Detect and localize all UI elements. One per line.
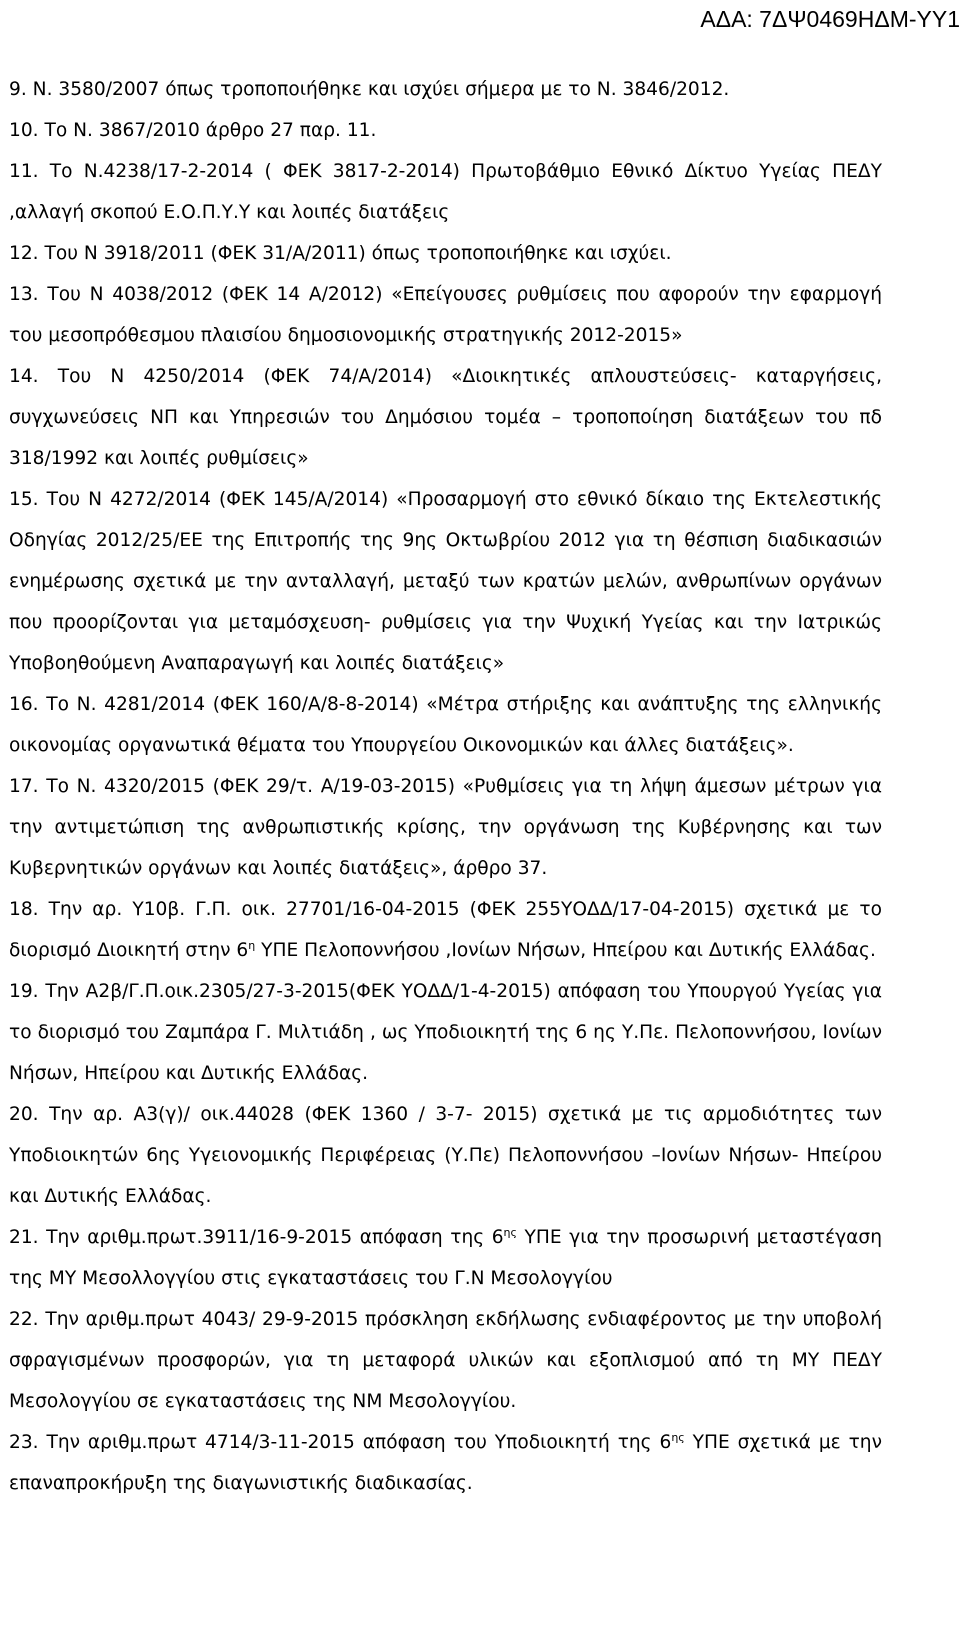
item-text: Το Ν. 3867/2010 άρθρο 27 παρ. 11. bbox=[44, 120, 377, 141]
item-text: Την αρ. Υ10β. Γ.Π. οικ. 27701/16-04-2015 (ΦΕΚ 255ΥΟΔΔ/17-04-2015) σχετικά με το διορισμό Διοικητή στην 6 bbox=[9, 899, 882, 961]
list-item bbox=[9, 1299, 882, 1422]
item-number: 23. bbox=[9, 1432, 39, 1453]
list-item bbox=[9, 110, 882, 151]
document-body bbox=[9, 69, 882, 1504]
item-text: Το Ν.4238/17-2-2014 ( ΦΕΚ 3817-2-2014) Πρωτοβάθμιο Εθνικό Δίκτυο Υγείας ΠΕΔΥ ,αλλαγή σκοπού Ε.Ο.Π.Υ.Υ και λοιπές διατάξεις bbox=[9, 161, 882, 223]
item-text-continued: ΥΠΕ σχετικά με την επαναπροκήρυξη της διαγωνιστικής διαδικασίας. bbox=[9, 1432, 882, 1494]
item-number: 19. bbox=[9, 981, 39, 1002]
item-number: 9. bbox=[9, 79, 27, 100]
item-number: 22. bbox=[9, 1309, 39, 1330]
item-text: Την Α2β/Γ.Π.οικ.2305/27-3-2015(ΦΕΚ ΥΟΔΔ/1-4-2015) απόφαση του Υπουργού Υγείας για το διορισμό του Ζαμπάρα Γ. Μιλτιάδη , ως Υποδιοικητή της 6 ης Υ.Πε. Πελοποννήσου, Ιονίων Νήσων, Ηπείρου και Δυτικής Ελλάδας. bbox=[9, 981, 882, 1084]
item-number: 18. bbox=[9, 899, 39, 920]
item-number: 17. bbox=[9, 776, 39, 797]
ordinal-superscript: ης bbox=[503, 1225, 517, 1239]
list-item bbox=[9, 971, 882, 1094]
list-item bbox=[9, 889, 882, 971]
list-item bbox=[9, 356, 882, 479]
item-text: Του Ν 4250/2014 (ΦΕΚ 74/Α/2014) «Διοικητικές απλουστεύσεις- καταργήσεις, συγχωνεύσεις ΝΠ και Υπηρεσιών του Δημόσιου τομέα – τροποποίηση διατάξεων του πδ 318/1992 και λοιπές ρυθμίσεις» bbox=[9, 366, 883, 469]
item-text: Του Ν 4038/2012 (ΦΕΚ 14 Α/2012) «Επείγουσες ρυθμίσεις που αφορούν την εφαρμογή του μεσοπρόθεσμου πλαισίου δημοσιονομικής στρατηγικής 2012-2015» bbox=[9, 284, 882, 346]
item-number: 10. bbox=[9, 120, 39, 141]
ada-code: ΑΔΑ: 7ΔΨ0469ΗΔΜ-ΥΥ1 bbox=[700, 6, 960, 32]
item-number: 15. bbox=[9, 489, 39, 510]
list-item bbox=[9, 766, 882, 889]
list-item bbox=[9, 1094, 882, 1217]
list-item bbox=[9, 69, 882, 110]
list-item bbox=[9, 479, 882, 684]
item-number: 20. bbox=[9, 1104, 39, 1125]
item-number: 21. bbox=[9, 1227, 39, 1248]
list-item bbox=[9, 1217, 882, 1299]
item-text: Του Ν 4272/2014 (ΦΕΚ 145/Α/2014) «Προσαρμογή στο εθνικό δίκαιο της Εκτελεστικής Οδηγίας 2012/25/ΕΕ της Επιτροπής της 9ης Οκτωβρίου 2012 για τη θέσπιση διαδικασιών ενημέρωσης σχετικά με την ανταλλαγή, μεταξύ των κρατών μελών, ανθρωπίνων οργάνων που προορίζονται για μεταμόσχευση- ρυθμίσεις για την Ψυχική Υγείας και την Ιατρικώς Υποβοηθούμενη Αναπαραγωγή και λοιπές διατάξεις» bbox=[9, 489, 882, 674]
item-number: 11. bbox=[9, 161, 39, 182]
item-number: 13. bbox=[9, 284, 39, 305]
item-number: 16. bbox=[9, 694, 39, 715]
list-item bbox=[9, 1422, 882, 1504]
ordinal-superscript: η bbox=[248, 938, 256, 952]
list-item bbox=[9, 151, 882, 233]
item-text-continued: ΥΠΕ Πελοποννήσου ,Ιονίων Νήσων, Ηπείρου και Δυτικής Ελλάδας. bbox=[255, 940, 876, 961]
item-text: Το Ν. 4281/2014 (ΦΕΚ 160/Α/8-8-2014) «Μέτρα στήριξης και ανάπτυξης της ελληνικής οικονομίας οργανωτικά θέματα του Υπουργείου Οικονομικών και άλλες διατάξεις». bbox=[9, 694, 882, 756]
item-text: Του Ν 3918/2011 (ΦΕΚ 31/Α/2011) όπως τροποποιήθηκε και ισχύει. bbox=[44, 243, 672, 264]
list-item bbox=[9, 684, 882, 766]
item-text: Την αριθμ.πρωτ 4714/3-11-2015 απόφαση του Υποδιοικητή της 6 bbox=[46, 1432, 672, 1453]
item-number: 12. bbox=[9, 243, 39, 264]
list-item bbox=[9, 233, 882, 274]
item-text: Το Ν. 4320/2015 (ΦΕΚ 29/τ. Α/19-03-2015) «Ρυθμίσεις για τη λήψη άμεσων μέτρων για την αντιμετώπιση της ανθρωπιστικής κρίσης, την οργάνωση της Κυβέρνησης και των Κυβερνητικών οργάνων και λοιπές διατάξεις», άρθρο 37. bbox=[9, 776, 882, 879]
list-item bbox=[9, 274, 882, 356]
item-text: Την αριθμ.πρωτ.3911/16-9-2015 απόφαση της 6 bbox=[46, 1227, 504, 1248]
item-number: 14. bbox=[9, 366, 39, 387]
item-text: Την αριθμ.πρωτ 4043/ 29-9-2015 πρόσκληση εκδήλωσης ενδιαφέροντος με την υποβολή σφραγισμένων προσφορών, για τη μεταφορά υλικών και εξοπλισμού από τη ΜΥ ΠΕΔΥ Μεσολογγίου σε εγκαταστάσεις της ΝΜ Μεσολογγίου. bbox=[9, 1309, 882, 1412]
item-text: Την αρ. Α3(γ)/ οικ.44028 (ΦΕΚ 1360 / 3-7- 2015) σχετικά με τις αρμοδιότητες των Υποδιοικητών 6ης Υγειονομικής Περιφέρειας (Υ.Πε) Πελοποννήσου –Ιονίων Νήσων- Ηπείρου και Δυτικής Ελλάδας. bbox=[9, 1104, 882, 1207]
ordinal-superscript: ης bbox=[671, 1430, 685, 1444]
item-text: Ν. 3580/2007 όπως τροποποιήθηκε και ισχύει σήμερα με το Ν. 3846/2012. bbox=[32, 79, 730, 100]
item-text-continued: ΥΠΕ για την προσωρινή μεταστέγαση της ΜΥ Μεσολλογγίου στις εγκαταστάσεις του Γ.Ν Μεσολογγίου bbox=[9, 1227, 882, 1289]
